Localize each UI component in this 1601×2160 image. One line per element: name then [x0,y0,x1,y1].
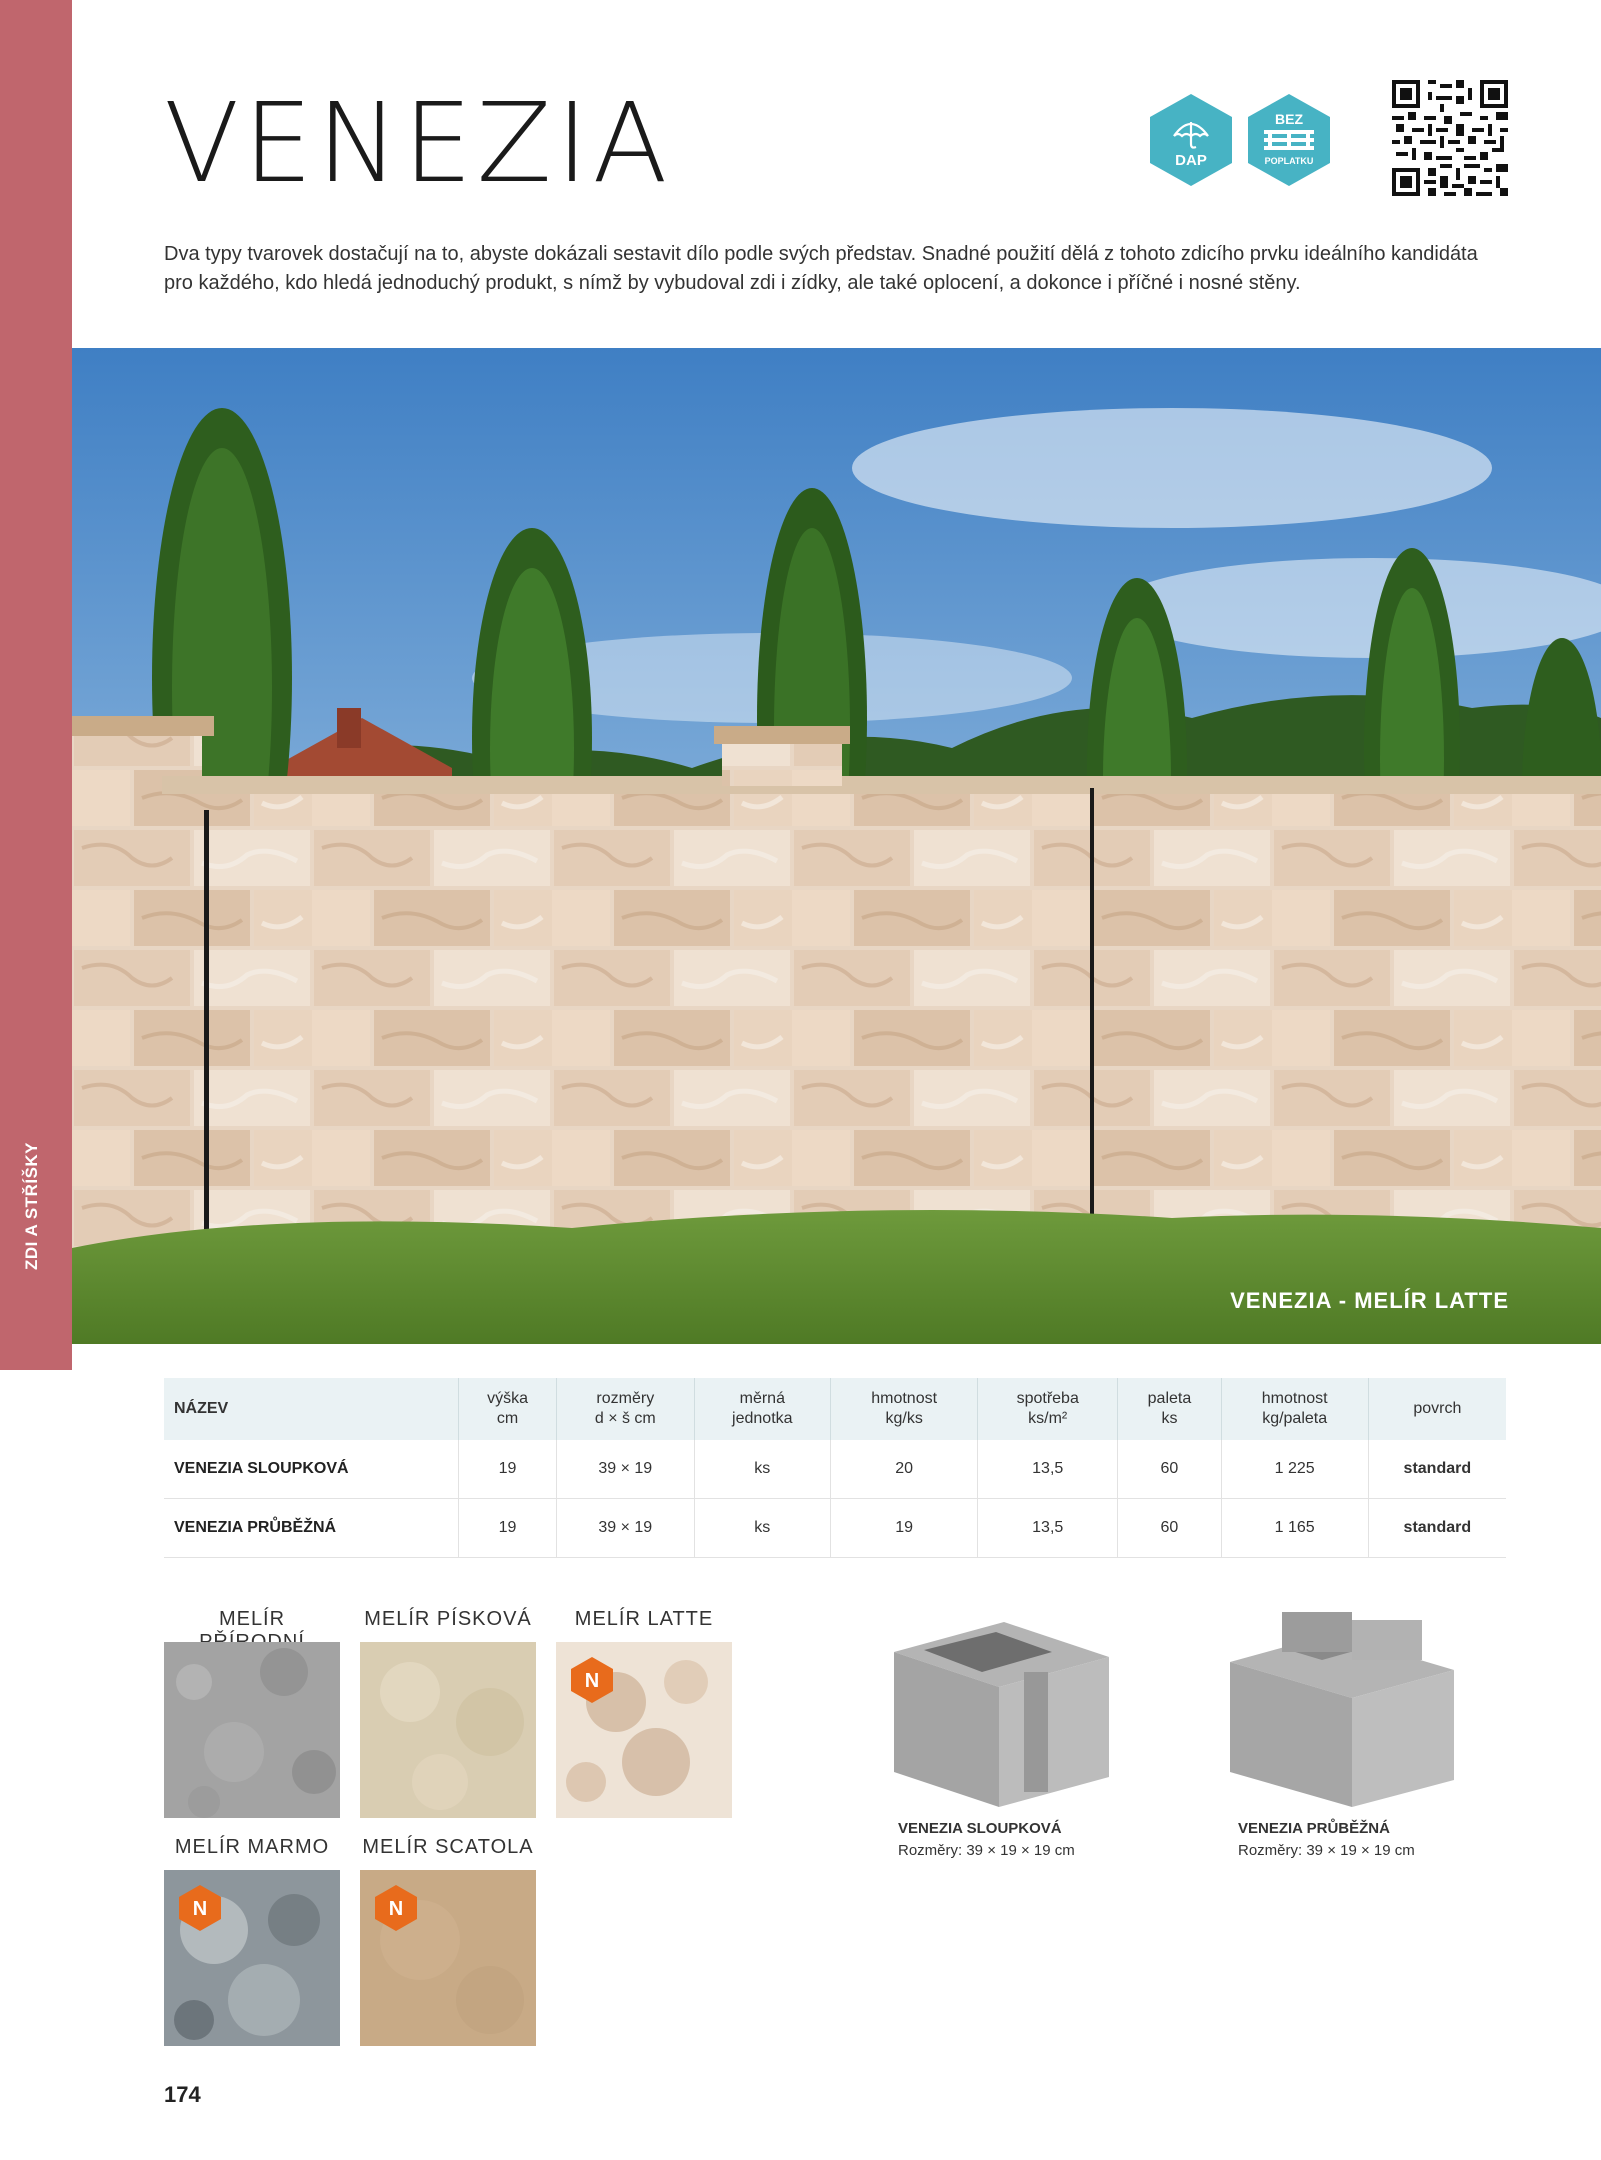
page-number: 174 [164,2082,201,2107]
table-row [164,1499,1506,1558]
hero-caption: VENEZIA - MELÍR LATTE [1230,1288,1509,1313]
page-title: VENEZIA [164,79,672,207]
cell-name: VENEZIA PRŮBĚŽNÁ [164,1499,459,1558]
qr-code-icon[interactable] [1392,80,1508,196]
block-prubezna-caption [1238,1818,1415,1862]
col-header-pallet: paleta ks [1118,1378,1221,1440]
cell-pallet-weight: 1 225 [1221,1440,1368,1499]
dap-badge-text: DAP [1175,152,1207,169]
cell-dimensions: 39 × 19 [557,1499,694,1558]
no-fee-badge [1246,92,1332,188]
cell-weight: 19 [831,1499,978,1558]
col-header-weight: hmotnost kg/ks [831,1378,978,1440]
block-sloupkova-name: VENEZIA SLOUPKOVÁ [898,1820,1062,1837]
col-header-dimensions: rozměry d × š cm [557,1378,694,1440]
cell-surface: standard [1368,1499,1506,1558]
cell-name: VENEZIA SLOUPKOVÁ [164,1440,459,1499]
swatch-piskova [360,1642,536,1818]
new-badge-text: N [584,1670,600,1692]
new-badge-text: N [388,1898,404,1920]
cell-unit: ks [694,1499,831,1558]
cell-consumption: 13,5 [978,1440,1118,1499]
col-header-consumption: spotřeba ks/m² [978,1378,1118,1440]
no-fee-badge-top: BEZ [1275,111,1303,127]
new-badge-text: N [192,1898,208,1920]
hero-illustration [72,348,1601,1344]
block-prubezna-image [1222,1612,1462,1812]
cell-weight: 20 [831,1440,978,1499]
col-header-height: výška cm [459,1378,557,1440]
swatch-label-scatola: MELÍR SCATOLA [362,1836,534,1858]
cell-dimensions: 39 × 19 [557,1440,694,1499]
new-badge-icon [570,1656,614,1704]
section-label: ZDI A STŘÍŠKY [22,1141,41,1270]
new-badge-icon [178,1884,222,1932]
block-sloupkova-dims: Rozměry: 39 × 19 × 19 cm [898,1842,1075,1859]
pallet-icon [1264,130,1314,150]
cell-pallet: 60 [1118,1499,1221,1558]
swatch-label-piskova: MELÍR PÍSKOVÁ [364,1608,532,1630]
no-fee-badge-bottom: POPLATKU [1264,156,1314,166]
cell-surface: standard [1368,1440,1506,1499]
spec-table [164,1378,1506,1558]
block-prubezna-dims: Rozměry: 39 × 19 × 19 cm [1238,1842,1415,1859]
new-badge-icon [374,1884,418,1932]
swatch-label-prirodni: MELÍR [218,1608,286,1630]
swatch-label-marmo: MELÍR MARMO [174,1836,330,1858]
col-header-unit: měrná jednotka [694,1378,831,1440]
cell-pallet: 60 [1118,1440,1221,1499]
cell-unit: ks [694,1440,831,1499]
block-sloupkova-image [884,1612,1114,1812]
swatch-prirodni [164,1642,340,1818]
cell-pallet-weight: 1 165 [1221,1499,1368,1558]
cell-consumption: 13,5 [978,1499,1118,1558]
swatch-label-latte: MELÍR LATTE [574,1608,714,1630]
col-header-name: NÁZEV [164,1378,459,1440]
col-header-pallet-weight: hmotnost kg/paleta [1221,1378,1368,1440]
table-header-row [164,1378,1506,1440]
dap-badge [1148,92,1234,188]
block-sloupkova-caption [898,1818,1075,1862]
cell-height: 19 [459,1440,557,1499]
intro-text: Dva typy tvarovek dostačují na to, abyste dokázali sestavit dílo podle svých představ. Snadné použití dělá z tohoto zdicího prvku ideálního kandidáta pro každého, kdo hledá jednoduchý produkt, s nímž by vybudoval zdi i zídky, ale také oplocení, a dokonce i příčné i nosné stěny. [164,243,1478,294]
hero-image [72,348,1601,1344]
cell-height: 19 [459,1499,557,1558]
col-header-surface: povrch [1368,1378,1506,1440]
block-prubezna-name: VENEZIA PRŮBĚŽNÁ [1238,1820,1390,1837]
table-row [164,1440,1506,1499]
